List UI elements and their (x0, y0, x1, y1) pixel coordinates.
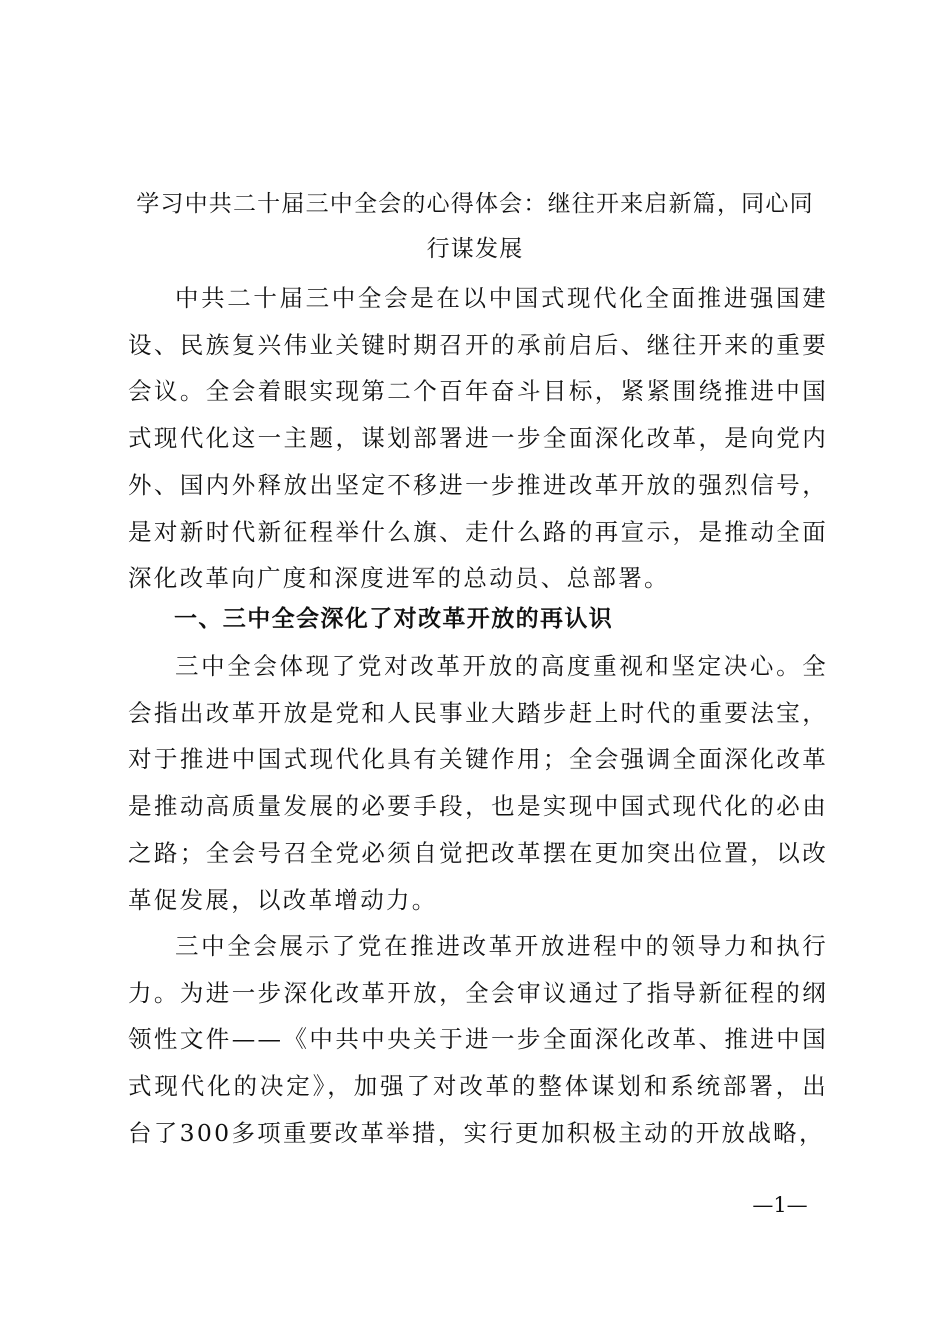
page-number: —1— (752, 1193, 808, 1217)
paragraph-section-2: 三中全会展示了党在推进改革开放进程中的领导力和执行力。为进一步深化改革开放，全会审议通过了指导新征程的纲领性文件——《中共中央关于进一步全面深化改革、推进中国式现代化的决定》，加强了对改革的整体谋划和系统部署，出台了300多项重要改革举措，实行更加积极主动的开放战略， (128, 932, 828, 1147)
paragraph-intro: 中共二十届三中全会是在以中国式现代化全面推进强国建设、民族复兴伟业关键时期召开的承前启后、继往开来的重要会议。全会着眼实现第二个百年奋斗目标，紧紧围绕推进中国式现代化这一主题，谋划部署进一步全面深化改革，是向党内外、国内外释放出坚定不移进一步推进改革开放的强烈信号，是对新时代新征程举什么旗、走什么路的再宣示，是推动全面深化改革向广度和深度进军的总动员、总部署。 (128, 284, 828, 593)
section-heading: 一、三中全会深化了对改革开放的再认识 (174, 606, 614, 632)
paragraph-section-1: 三中全会体现了党对改革开放的高度重视和坚定决心。全会指出改革开放是党和人民事业大踏步赶上时代的重要法宝，对于推进中国式现代化具有关键作用；全会强调全面深化改革是推动高质量发展的必要手段，也是实现中国式现代化的必由之路；全会号召全党必须自觉把改革摆在更加突出位置，以改革促发展，以改革增动力。 (128, 652, 828, 914)
document-title: 学习中共二十届三中全会的心得体会：继往开来启新篇，同心同行谋发展 (136, 191, 814, 262)
